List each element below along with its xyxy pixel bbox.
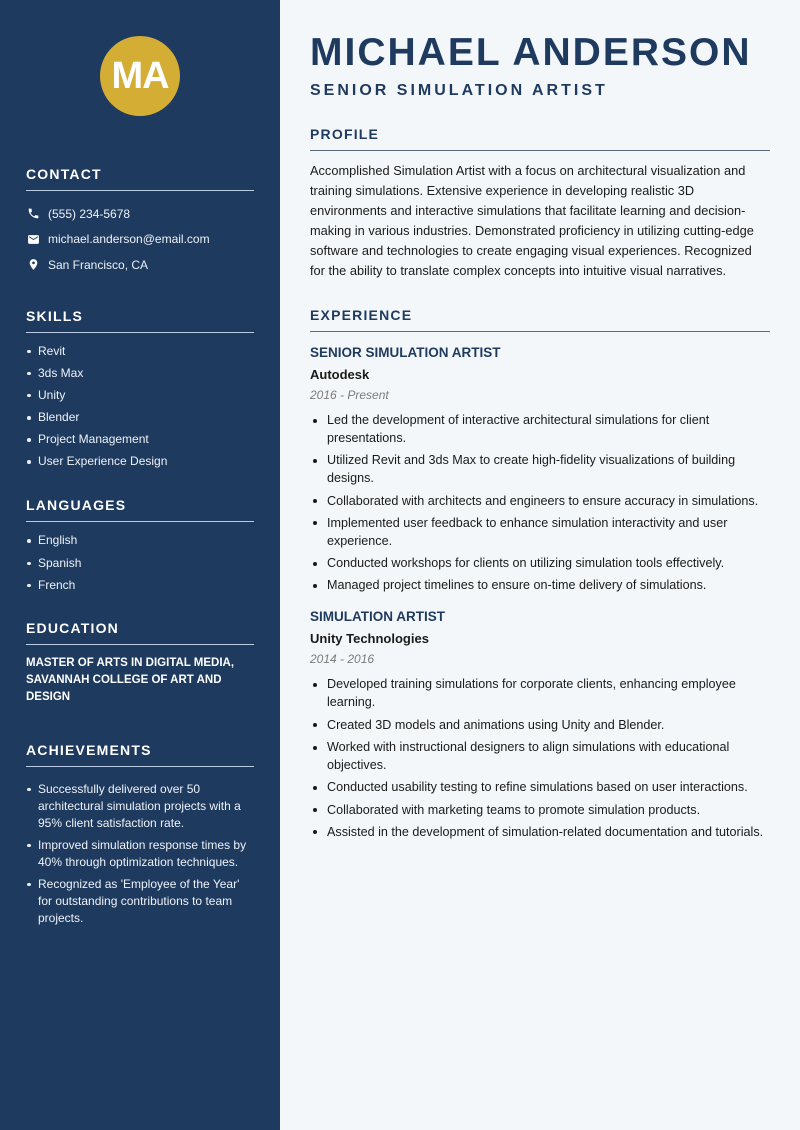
contact-location-value: San Francisco, CA [48, 257, 149, 272]
job-bullet: Worked with instructional designers to align simulations with educational objectives. [310, 738, 770, 774]
contact-phone [26, 201, 254, 227]
profile-heading: PROFILE [310, 126, 770, 151]
contact-heading: CONTACT [26, 166, 254, 191]
job-bullets [310, 675, 770, 840]
job-bullet: Conducted usability testing to refine simulations based on user interactions. [310, 778, 770, 796]
skill-item: 3ds Max [26, 365, 254, 382]
job-bullets [310, 411, 770, 594]
contact-phone-value: (555) 234-5678 [48, 206, 131, 221]
experience-section [310, 307, 770, 841]
job-bullet: Created 3D models and animations using Unity and Blender. [310, 716, 770, 734]
sidebar [0, 0, 280, 1130]
job-bullet: Implemented user feedback to enhance simulation interactivity and user experience. [310, 514, 770, 550]
job-bullet: Conducted workshops for clients on utilizing simulation tools effectively. [310, 554, 770, 572]
education-degree: MASTER OF ARTS IN DIGITAL MEDIA, SAVANNAH COLLEGE OF ART AND DESIGN [26, 656, 235, 703]
language-item: Spanish [26, 555, 254, 572]
profile-summary: Accomplished Simulation Artist with a focus on architectural visualization and training simulations. Extensive experience in developing realistic 3D environments and interactive simulations that facilitate learning and decision-making in various industries. Demonstrated proficiency in utilizing cutting-edge software and technologies to create engaging visual experiences. Recognized for the ability to translate complex concepts into intuitive visual narratives. [310, 163, 754, 278]
skill-item: Project Management [26, 431, 254, 448]
achievement-item: Recognized as 'Employee of the Year' for outstanding contributions to team projects. [26, 876, 254, 927]
job-title: SIMULATION ARTIST [310, 609, 445, 625]
achievements-list [26, 781, 254, 927]
achievements-heading: ACHIEVEMENTS [26, 742, 254, 767]
avatar: MA [100, 36, 180, 116]
job-dates: 2016 - Present [310, 388, 389, 402]
contact-section [26, 166, 254, 278]
skill-item: Unity [26, 387, 254, 404]
job-title: SENIOR SIMULATION ARTIST [310, 345, 501, 360]
job-company: Unity Technologies [310, 631, 429, 647]
achievement-item: Improved simulation response times by 40% through optimization techniques. [26, 837, 254, 871]
contact-email [26, 227, 254, 253]
job-entry [310, 344, 770, 594]
profile-section [310, 126, 770, 281]
skills-heading: SKILLS [26, 308, 254, 333]
phone-icon [26, 207, 40, 221]
job-bullet: Developed training simulations for corporate clients, enhancing employee learning. [310, 675, 770, 711]
experience-heading: EXPERIENCE [310, 307, 770, 332]
candidate-name: MICHAEL ANDERSON [310, 31, 752, 74]
contact-location [26, 252, 254, 278]
education-section [26, 620, 254, 706]
achievements-section [26, 742, 254, 927]
skills-list [26, 343, 254, 471]
language-item: English [26, 532, 254, 549]
job-dates: 2014 - 2016 [310, 652, 375, 667]
skill-item: User Experience Design [26, 453, 254, 470]
candidate-title: SENIOR SIMULATION ARTIST [310, 82, 608, 99]
job-bullet: Utilized Revit and 3ds Max to create high-fidelity visualizations of building designs. [310, 451, 770, 487]
main-content [280, 0, 800, 1130]
job-bullet: Collaborated with marketing teams to promote simulation products. [310, 801, 770, 819]
languages-list [26, 532, 254, 593]
skills-section [26, 308, 254, 471]
email-icon [26, 232, 40, 246]
language-item: French [26, 577, 254, 594]
location-icon [26, 258, 40, 272]
contact-email-value[interactable]: michael.anderson@email.com [48, 232, 210, 247]
achievement-item: Successfully delivered over 50 architectural simulation projects with a 95% client satisfaction rate. [26, 781, 254, 832]
languages-section [26, 497, 254, 593]
job-bullet: Led the development of interactive architectural simulations for client presentations. [310, 411, 770, 447]
job-entry [310, 608, 770, 840]
skill-item: Blender [26, 409, 254, 426]
education-heading: EDUCATION [26, 620, 254, 645]
job-bullet: Managed project timelines to ensure on-time delivery of simulations. [310, 576, 770, 594]
languages-heading: LANGUAGES [26, 497, 254, 522]
job-bullet: Assisted in the development of simulation-related documentation and tutorials. [310, 823, 770, 841]
skill-item: Revit [26, 343, 254, 360]
job-bullet: Collaborated with architects and engineers to ensure accuracy in simulations. [310, 492, 770, 510]
job-company: Autodesk [310, 367, 370, 382]
